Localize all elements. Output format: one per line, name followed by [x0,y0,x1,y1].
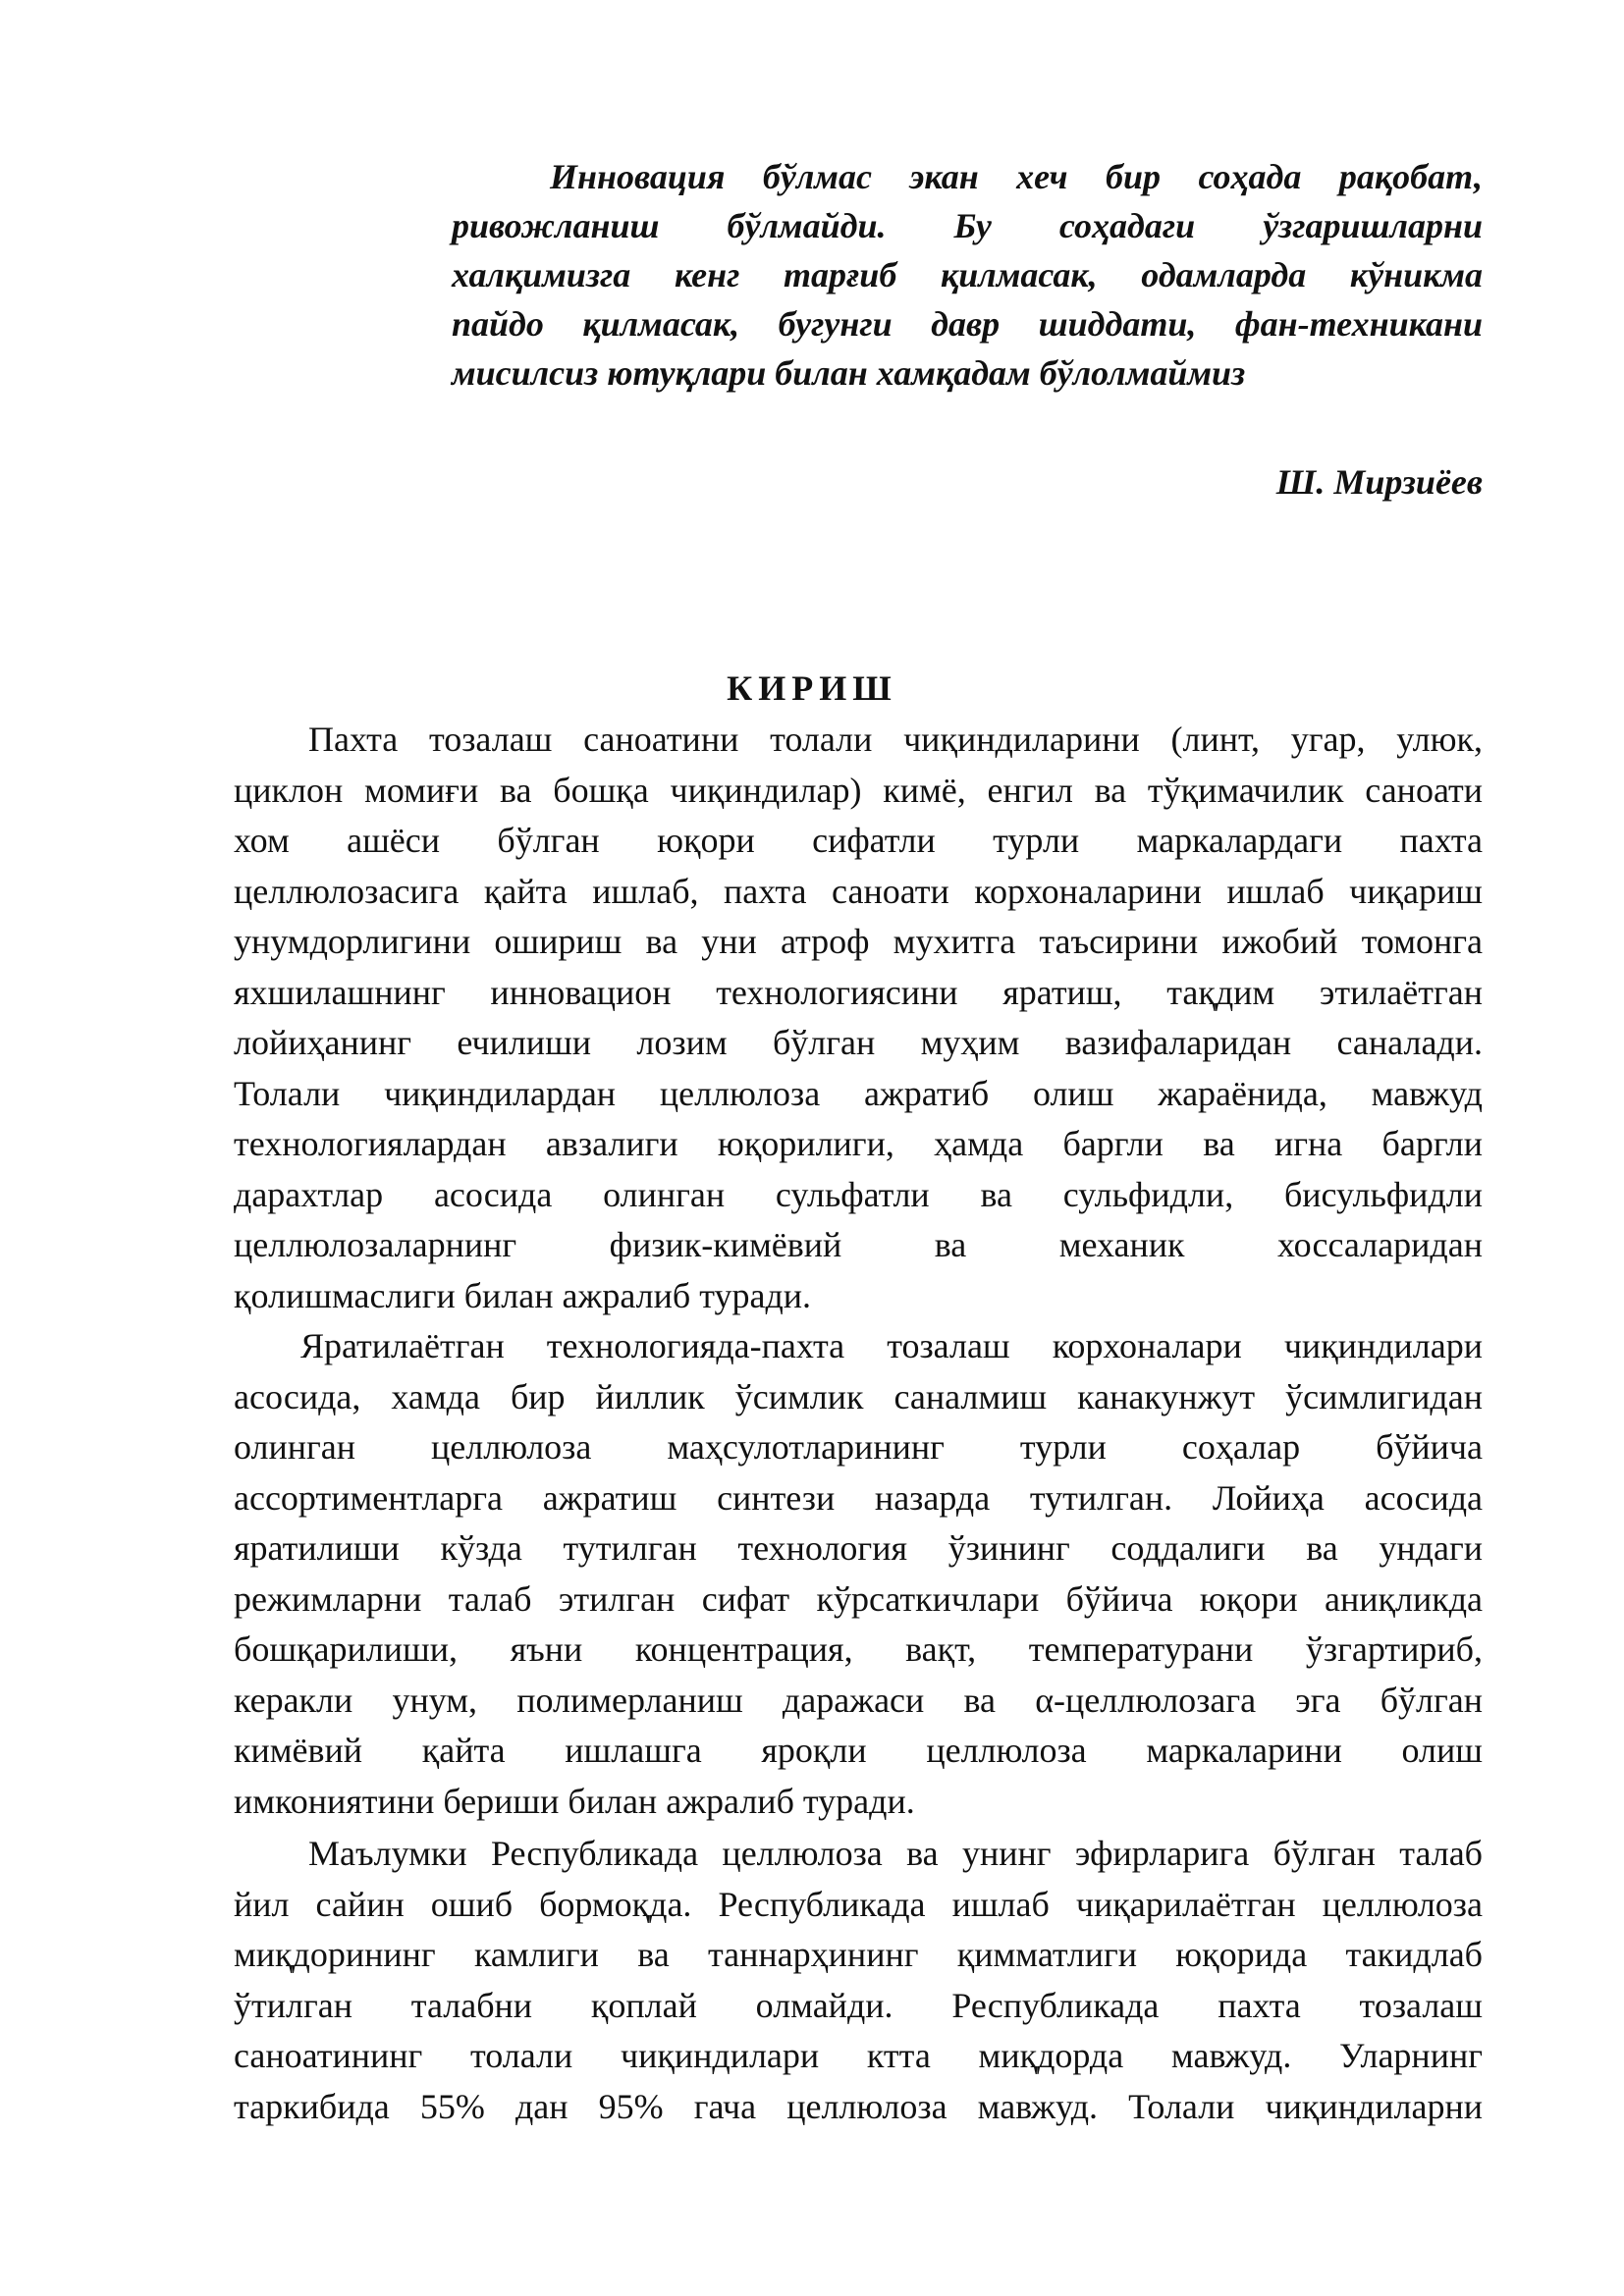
paragraph-line: унумдорлигини ошириш ва уни атроф мухитга таъсирини ижобий томонга [234,922,1483,961]
paragraph-line: ўтилган талабни қоплай олмайди. Республикада пахта тозалаш [234,1985,1483,2025]
paragraph-line: лойиҳанинг ечилиши лозим бўлган муҳим вазифаларидан саналади. [234,1023,1483,1062]
paragraph-line: Маълумки Республикада целлюлоза ва унинг эфирларига бўлган талаб [308,1834,1483,1873]
epigraph [452,152,1483,398]
paragraph-line: кимёвий қайта ишлашга яроқли целлюлоза маркаларини олиш [234,1731,1483,1770]
paragraph-line: ассортиментларга ажратиш синтези назарда тутилган. Лойиҳа асосида [234,1477,1483,1518]
paragraph-line: яратилиши кўзда тутилган технология ўзининг соддалиги ва ундаги [234,1528,1483,1568]
paragraph-line: таркибида 55% дан 95% гача целлюлоза мавжуд. Толали чиқиндиларни [234,2086,1483,2126]
paragraph-line: целлюлозасига қайта ишлаб, пахта саноати корхоналарини ишлаб чиқариш [234,871,1483,911]
paragraph-line: целлюлозаларнинг физик-кимёвий ва механик хоссаларидан [234,1225,1483,1264]
epigraph-line: пайдо қилмасак, бугунги давр шиддати, фан-техникани [452,304,1483,344]
paragraph-line: олинган целлюлоза маҳсулотларининг турли соҳалар бўйича [234,1427,1483,1467]
paragraph-line: миқдорининг камлиги ва таннарҳининг қимматлиги юқорида такидлаб [234,1935,1483,1974]
paragraph-line: керакли унум, полимерланиш даражаси ва α-целлюлозага эга бўлган [234,1680,1483,1720]
paragraph-line: технологиялардан авзалиги юқорилиги, ҳамда баргли ва игна баргли [234,1124,1483,1163]
paragraph-line: қолишмаслиги билан ажралиб туради. [234,1275,812,1315]
paragraph-line: Пахта тозалаш саноатини толали чиқиндиларини (линт, угар, улюк, [308,720,1483,759]
body-text [234,715,1483,2132]
paragraph-line: циклон момиғи ва бошқа чиқиндилар) кимё, енгил ва тўқимачилик саноати [234,770,1483,810]
paragraph-line: яхшилашнинг инновацион технологиясини яратиш, тақдим этилаётган [234,972,1483,1012]
paragraph-line: саноатининг толали чиқиндилари ктта миқдорда мавжуд. Уларнинг [234,2036,1483,2075]
paragraph-line: Яратилаётган технологияда-пахта тозалаш корхоналари чиқиндилари [300,1326,1483,1365]
paragraph-line: дарахтлар асосида олинган сульфатли ва сульфидли, бисульфидли [234,1174,1483,1214]
paragraph-line: хом ашёси бўлган юқори сифатли турли маркалардаги пахта [234,821,1483,860]
paragraph-line: Толали чиқиндилардан целлюлоза ажратиб олиш жараёнида, мавжуд [234,1073,1483,1113]
paragraph-line: бошқарилиши, яъни концентрация, вақт, температурани ўзгартириб, [234,1629,1483,1669]
section-heading: КИРИШ [727,668,897,708]
epigraph-line: мисилсиз ютуқлари билан хамқадам бўлолмаймиз [452,353,1246,393]
epigraph-line: халқимизга кенг тарғиб қилмасак, одамларда кўникма [452,255,1483,294]
paragraph-line: асосида, хамда бир йиллик ўсимлик саналмиш канакунжут ўсимлигидан [234,1376,1483,1416]
epigraph-author: Ш. Мирзиёев [1275,462,1483,502]
epigraph-line: ривожланиш бўлмайди. Бу соҳадаги ўзгаришларни [452,206,1483,245]
paragraph-line: режимларни талаб этилган сифат кўрсаткичлари бўйича юқори аниқликда [234,1578,1483,1619]
epigraph-line: Инновация бўлмас экан хеч бир соҳада рақобат, [550,157,1483,196]
paragraph-line: имкониятини бериши билан ажралиб туради. [234,1781,915,1821]
paragraph-line: йил сайин ошиб бормоқда. Республикада ишлаб чиқарилаётган целлюлоза [234,1884,1483,1924]
